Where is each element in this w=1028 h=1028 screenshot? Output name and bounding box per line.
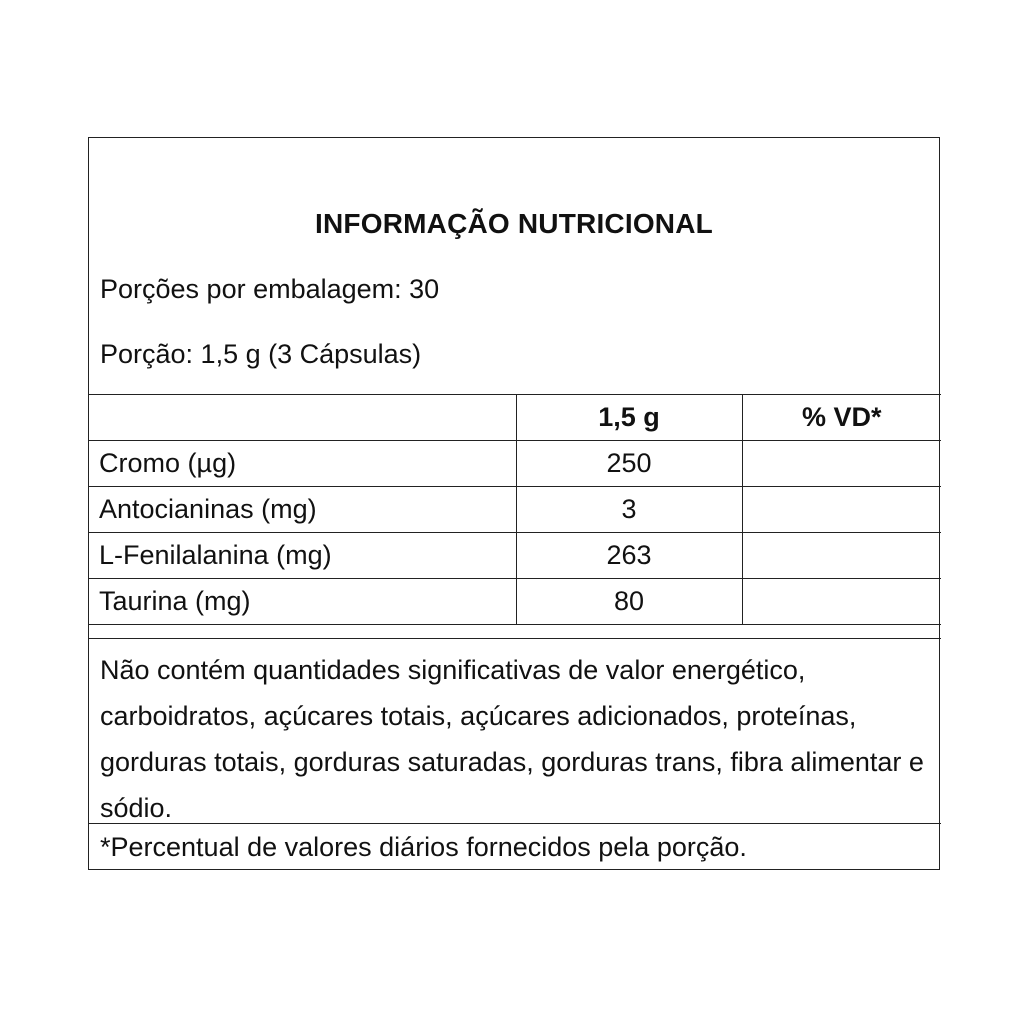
nutrient-name: L-Fenilalanina (mg) (89, 533, 516, 579)
nutrient-daily-value (742, 533, 941, 579)
nutrient-name: Taurina (mg) (89, 579, 516, 625)
insignificant-amounts-note: Não contém quantidades significativas de valor energético, carboidratos, açúcares totais, açúcares adicionados, proteínas, gorduras totais, gorduras saturadas, gorduras trans, fibra alimentar e sódio. (89, 638, 941, 824)
nutrient-name: Antocianinas (mg) (89, 487, 516, 533)
nutrient-amount: 80 (516, 579, 742, 625)
table-row (89, 487, 941, 533)
table-header-row (89, 395, 941, 441)
nutrient-daily-value (742, 487, 941, 533)
nutrient-amount: 263 (516, 533, 742, 579)
header-nutrient (89, 395, 516, 441)
header-daily-value: % VD* (742, 395, 941, 441)
servings-per-package: Porções por embalagem: 30 (100, 274, 440, 304)
nutrient-amount: 3 (516, 487, 742, 533)
nutrient-name: Cromo (µg) (89, 441, 516, 487)
nutrient-daily-value (742, 441, 941, 487)
daily-value-footnote: *Percentual de valores diários fornecidos pela porção. (100, 832, 747, 862)
table-row (89, 579, 941, 625)
nutrition-table (89, 394, 941, 625)
panel-title: INFORMAÇÃO NUTRICIONAL (315, 208, 713, 239)
table-row (89, 441, 941, 487)
header-amount: 1,5 g (516, 395, 742, 441)
nutrient-daily-value (742, 579, 941, 625)
nutrient-amount: 250 (516, 441, 742, 487)
serving-size: Porção: 1,5 g (3 Cápsulas) (100, 339, 422, 369)
table-row (89, 533, 941, 579)
nutrition-facts-panel (88, 137, 940, 870)
